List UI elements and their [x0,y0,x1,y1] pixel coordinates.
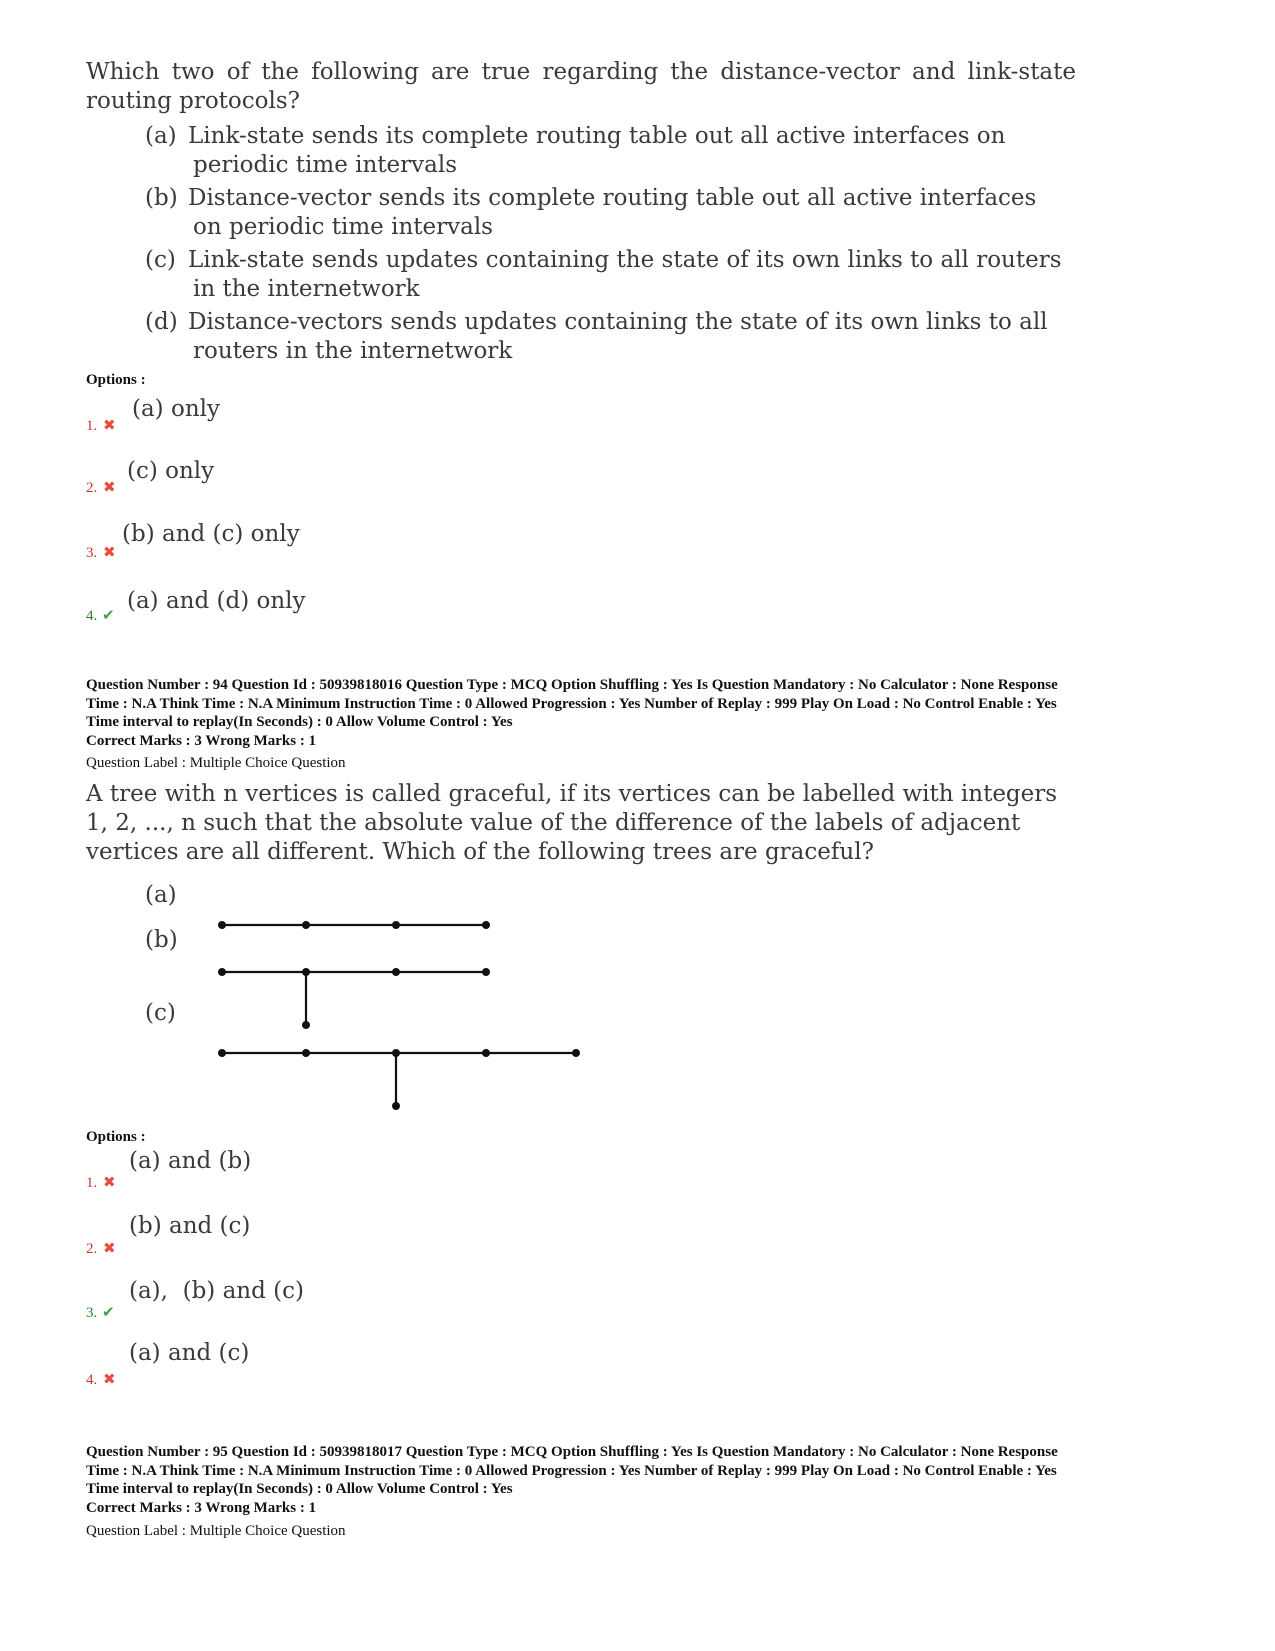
option-number: 4. [86,1372,98,1388]
question-label: Question Label : Multiple Choice Question [86,1523,346,1539]
wrong-cross-icon: ✖ [103,545,116,561]
question-line: 1, 2, ..., n such that the absolute value of the difference of the labels of adjacent [86,810,1021,836]
option-number: 1. [86,1175,98,1191]
question-text: Which two of the following are true regarding the distance-vector and link-state routing protocols? [86,59,1076,114]
metadata-line: Question Number : 94 Question Id : 50939818016 Question Type : MCQ Option Shuffling : Yes Is Question Mandatory : No Calculator : None Response [86,677,1058,693]
option-number: 3. [86,1305,98,1321]
tree-label-a: (a) [145,882,177,908]
marks-info: Correct Marks : 3 Wrong Marks : 1 [86,1500,317,1516]
option-number: 1. [86,418,98,434]
option-number: 2. [86,480,98,496]
options-label: Options : [86,1129,146,1145]
option-number: 3. [86,545,98,561]
question-line: vertices are all different. Which of the following trees are graceful? [86,839,874,865]
statement-label: (c) [145,247,176,273]
option-1-text[interactable]: (a) and (b) [129,1148,252,1174]
tree-b [218,968,490,1029]
metadata-line: Time : N.A Think Time : N.A Minimum Instruction Time : 0 Allowed Progression : Yes Number of Replay : 999 Play On Load : No Control Enable : Yes [86,695,1057,712]
option-1-text[interactable]: (a) only [132,396,220,422]
question-line: A tree with n vertices is called graceful, if its vertices can be labelled with integers [86,781,1058,807]
option-number: 2. [86,1241,98,1257]
statement-label: (b) [145,185,178,211]
statement-label: (a) [145,123,177,149]
statement-text: Distance-vectors sends updates containing the state of its own links to all [188,309,1048,335]
metadata-line: Question Number : 95 Question Id : 50939818017 Question Type : MCQ Option Shuffling : Yes Is Question Mandatory : No Calculator : None Response [86,1444,1058,1460]
options-label: Options : [86,372,146,388]
metadata-line: Time : N.A Think Time : N.A Minimum Instruction Time : 0 Allowed Progression : Yes Number of Replay : 999 Play On Load : No Control Enable : Yes [86,1462,1057,1479]
option-3-text[interactable]: (a), (b) and (c) [129,1278,304,1304]
wrong-cross-icon: ✖ [103,1372,116,1388]
correct-check-icon: ✔ [102,608,115,624]
statement-label: (d) [145,309,178,335]
option-2-text[interactable]: (b) and (c) [129,1213,251,1239]
option-4-text[interactable]: (a) and (c) [129,1340,250,1366]
option-number: 4. [86,608,98,624]
tree-label-b: (b) [145,927,178,953]
question-metadata [86,1443,1196,1499]
statement-text-cont: in the internetwork [193,276,420,302]
statement-text-cont: routers in the internetwork [193,338,513,364]
statement-text-cont: on periodic time intervals [193,214,493,240]
wrong-cross-icon: ✖ [103,1241,116,1257]
statement-text: Link-state sends its complete routing table out all active interfaces on [188,123,1006,149]
wrong-cross-icon: ✖ [103,480,116,496]
marks-info: Correct Marks : 3 Wrong Marks : 1 [86,733,317,749]
statement-text-cont: periodic time intervals [193,152,458,178]
question-label: Question Label : Multiple Choice Question [86,755,346,771]
statement-text: Link-state sends updates containing the state of its own links to all routers [188,247,1062,273]
tree-a [218,921,490,929]
correct-check-icon: ✔ [102,1305,115,1321]
option-4-text[interactable]: (a) and (d) only [127,588,306,614]
wrong-cross-icon: ✖ [103,418,116,434]
metadata-line: Time interval to replay(In Seconds) : 0 Allow Volume Control : Yes [86,1481,513,1497]
statement-text: Distance-vector sends its complete routing table out all active interfaces [188,185,1037,211]
option-3-text[interactable]: (b) and (c) only [122,521,300,547]
option-2-text[interactable]: (c) only [127,458,215,484]
tree-label-c: (c) [145,1000,176,1026]
wrong-cross-icon: ✖ [103,1175,116,1191]
tree-c [218,1049,580,1110]
metadata-line: Time interval to replay(In Seconds) : 0 Allow Volume Control : Yes [86,714,513,730]
